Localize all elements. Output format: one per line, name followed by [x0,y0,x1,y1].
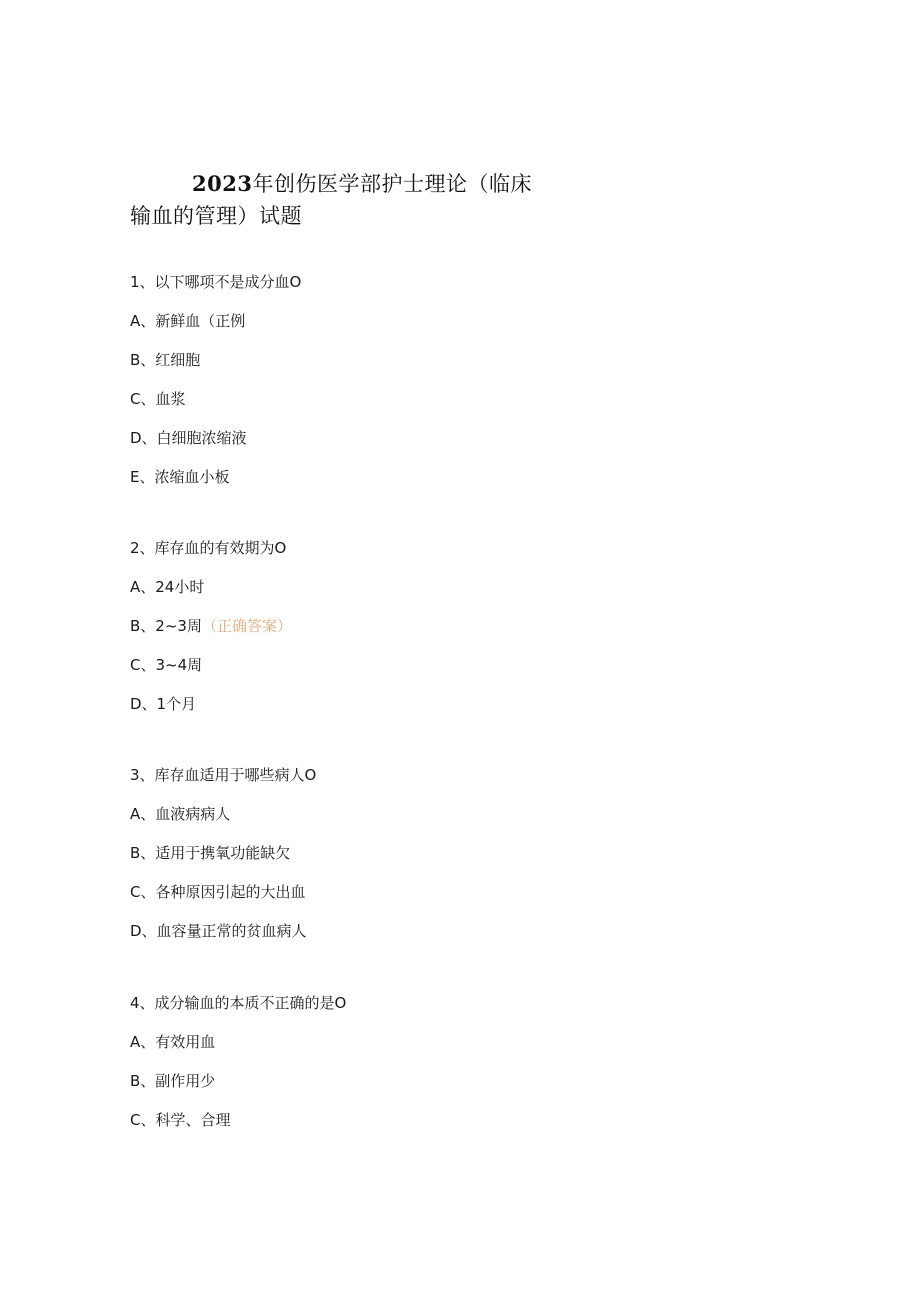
document-title [130,168,560,232]
option-a: A、血液病病人 [130,805,231,823]
option-e: E、浓缩血小板 [130,468,230,486]
option-b-text: B、2~3周 [130,617,202,635]
option-c: C、血浆 [130,390,186,408]
question-stem: 1、以下哪项不是成分血O [130,273,302,291]
option-b: B、适用于携氧功能缺欠 [130,844,291,862]
question-stem: 3、库存血适用于哪些病人O [130,766,317,784]
option-d: D、1个月 [130,695,197,713]
option-a: A、新鲜血（正例 [130,312,246,330]
question-2 [130,537,292,732]
option-b: B、红细胞 [130,351,201,369]
question-4 [130,992,346,1148]
title-line-1 [130,168,560,200]
option-d: D、血容量正常的贫血病人 [130,922,307,940]
correct-answer-mark: （正确答案） [201,617,292,635]
option-c: C、科学、合理 [130,1111,231,1129]
option-c: C、各种原因引起的大出血 [130,883,306,901]
question-3 [130,764,316,959]
question-stem: 4、成分输血的本质不正确的是O [130,994,347,1012]
question-1 [130,271,301,505]
option-c: C、3~4周 [130,656,203,674]
option-a: A、24小时 [130,578,205,596]
option-d: D、白细胞浓缩液 [130,429,247,447]
option-b [130,615,292,654]
option-b: B、副作用少 [130,1072,216,1090]
title-line-2: 输血的管理）试题 [130,204,302,228]
option-a: A、有效用血 [130,1033,216,1051]
question-stem: 2、库存血的有效期为O [130,539,287,557]
title-line-1-text: 年创伤医学部护士理论（临床 [252,172,532,196]
title-year: 2023 [192,171,253,196]
